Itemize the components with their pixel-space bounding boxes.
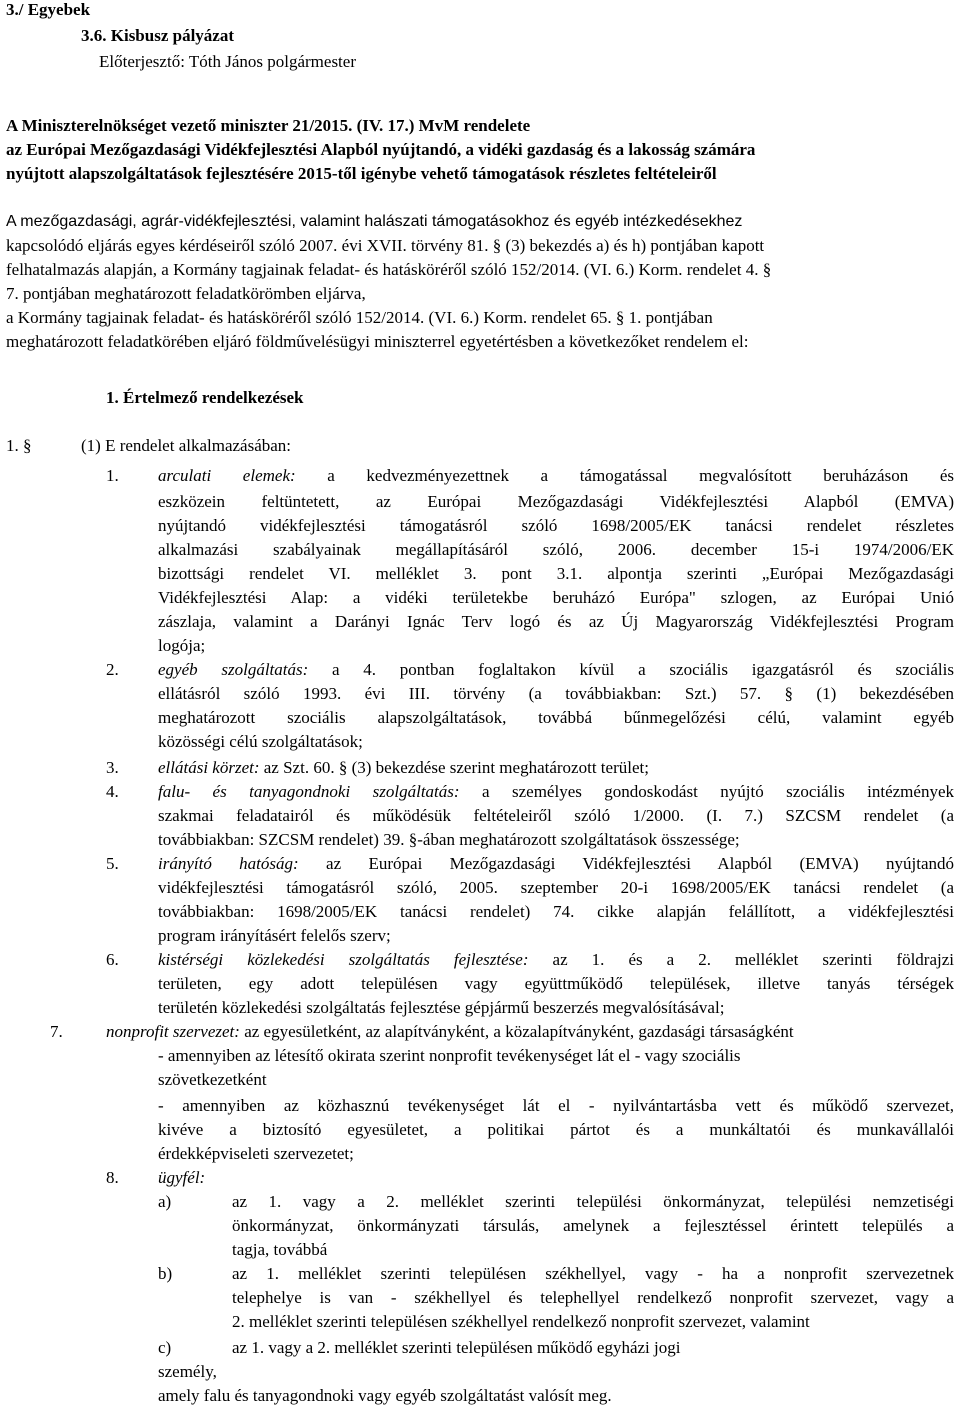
definition-line: nonprofit szervezet: az egyesületként, az alapítványként, a közalapítványként, gazdasági társaságként bbox=[106, 1022, 794, 1041]
preamble-line: 7. pontjában meghatározott feladatkörömben eljárva, bbox=[6, 284, 366, 303]
definition-tail-line: személy, bbox=[158, 1362, 217, 1381]
chapter-heading: 1. Értelmező rendelkezések bbox=[106, 388, 304, 407]
definition-bullet-line: kivéve a biztosító egyesületet, a politikai pártot és a munkáltatói és munkavállalói bbox=[158, 1120, 954, 1139]
section-number: 1. § bbox=[6, 436, 32, 455]
definition-line: logója; bbox=[158, 636, 206, 655]
item-label: a) bbox=[158, 1192, 172, 1211]
definition-term: arculati elemek: bbox=[158, 466, 296, 485]
definition-line: program irányításért felelős szerv; bbox=[158, 926, 391, 945]
definition-term: falu- és tanyagondnoki szolgáltatás: bbox=[158, 782, 460, 801]
preamble-line: A mezőgazdasági, agrár-vidékfejlesztési, valamint halászati támogatásokhoz és egyéb intézkedésekhez bbox=[6, 213, 743, 230]
definition-line: továbbiakban: 1698/2005/EK tanácsi rendelet) 74. cikke alapján felállított, a vidékfejlesztési bbox=[158, 902, 954, 921]
definition-bullet-line: érdekképviseleti szervezetet; bbox=[158, 1144, 354, 1163]
decree-title-line-2: az Európai Mezőgazdasági Vidékfejlesztési Alapból nyújtandó, a vidéki gazdaság és a lakosság számára bbox=[6, 140, 756, 159]
definition-number: 7. bbox=[50, 1022, 63, 1041]
definition-line: alkalmazási szabályainak megállapításáról szóló, 2006. december 15-i 1974/2006/EK bbox=[158, 540, 954, 559]
definition-number: 6. bbox=[106, 950, 119, 969]
preamble-line: felhatalmazás alapján, a Kormány tagjainak feladat- és hatásköréről szóló 152/2014. (VI. 6.) Korm. rendelet 4. § bbox=[6, 260, 772, 279]
definition-term: ügyfél: bbox=[158, 1168, 206, 1187]
definition-line: vidékfejlesztési támogatásról szóló, 2005. szeptember 20-i 1698/2005/EK tanácsi rendelet (a bbox=[158, 878, 954, 897]
item-line: 2. melléklet szerinti településen székhellyel rendelkező nonprofit szervezet, valamint bbox=[232, 1312, 810, 1331]
definition-line: arculati elemek: a kedvezményezettnek a támogatással megvalósított beruházáson és bbox=[158, 466, 954, 485]
definition-line: kistérségi közlekedési szolgáltatás fejlesztése: az 1. és a 2. melléklet szerinti földrajzi bbox=[158, 950, 954, 969]
decree-title-line-3: nyújtott alapszolgáltatások fejlesztésére 2015-től igénybe vehető támogatások részletes feltételeiről bbox=[6, 164, 717, 183]
item-line: tagja, továbbá bbox=[232, 1240, 328, 1259]
section-heading: 3./ Egyebek bbox=[6, 0, 91, 19]
definition-bullet-line: - amennyiben az létesítő okirata szerint nonprofit tevékenységet lát el - vagy szociális bbox=[158, 1046, 741, 1065]
definition-number: 2. bbox=[106, 660, 119, 679]
definition-term: kistérségi közlekedési szolgáltatás fejlesztése: bbox=[158, 950, 529, 969]
definition-term: nonprofit szervezet: bbox=[106, 1022, 240, 1041]
definition-line: falu- és tanyagondnoki szolgáltatás: a személyes gondoskodást nyújtó szociális intézmények bbox=[158, 782, 954, 801]
decree-title-line-1: A Miniszterelnökséget vezető miniszter 21/2015. (IV. 17.) MvM rendelete bbox=[6, 116, 531, 135]
definition-line: egyéb szolgáltatás: a 4. pontban foglaltakon kívül a szociális igazgatásról és szociális bbox=[158, 660, 954, 679]
item-label: c) bbox=[158, 1338, 172, 1357]
preamble-line: a Kormány tagjainak feladat- és hatásköréről szóló 152/2014. (VI. 6.) Korm. rendelet 65. § 1. pontjában bbox=[6, 308, 713, 327]
subsection-heading: 3.6. Kisbusz pályázat bbox=[81, 26, 235, 45]
definition-line: szakmai feladatairól és működésük feltételeiről szóló 1/2000. (I. 7.) SZCSM rendelet (a bbox=[158, 806, 954, 825]
item-label: b) bbox=[158, 1264, 173, 1283]
definition-number: 1. bbox=[106, 466, 119, 485]
item-line: telephelye is van - székhellyel és telephellyel rendelkező nonprofit szervezet, vagy a bbox=[232, 1288, 954, 1307]
definition-bullet-line: - amennyiben az közhasznú tevékenységet lát el - nyilvántartásba vett és működő szervezet, bbox=[158, 1096, 954, 1115]
definition-line: továbbiakban: SZCSM rendelet) 39. §-ában meghatározott szolgáltatások összessége; bbox=[158, 830, 740, 849]
definition-line: bizottsági rendelet VI. melléklet 3. pont 3.1. alpontja szerinti „Európai Mezőgazdasági bbox=[158, 564, 954, 583]
item-line: az 1. vagy a 2. melléklet szerinti településen működő egyházi jogi bbox=[232, 1338, 681, 1357]
definition-line: Vidékfejlesztési Alap: a vidéki területekbe beruházó Európa" szlogen, az Európai Unió bbox=[158, 588, 954, 607]
definition-line: irányító hatóság: az Európai Mezőgazdasági Vidékfejlesztési Alapból (EMVA) nyújtandó bbox=[158, 854, 954, 873]
definition-line: zászlaja, valamint a Darányi Ignác Terv logó és az Új Magyarország Vidékfejlesztési Program bbox=[158, 612, 954, 631]
definition-number: 5. bbox=[106, 854, 119, 873]
definition-line: ellátásról szóló 1993. évi III. törvény (a továbbiakban: Szt.) 57. § (1) bekezdésében bbox=[158, 684, 954, 703]
definition-line: meghatározott szociális alapszolgáltatások, továbbá bűnmegelőzési célú, valamint egyéb bbox=[158, 708, 954, 727]
item-line: az 1. melléklet szerinti településen székhellyel, vagy - ha a nonprofit szervezetnek bbox=[232, 1264, 954, 1283]
preamble-line: meghatározott feladatkörében eljáró földművelésügyi miniszterrel egyetértésben a következőket rendelem el: bbox=[6, 332, 749, 351]
definition-term: irányító hatóság: bbox=[158, 854, 299, 873]
definition-number: 3. bbox=[106, 758, 119, 777]
definition-line: közösségi célú szolgáltatások; bbox=[158, 732, 363, 751]
item-line: az 1. vagy a 2. melléklet szerinti települési önkormányzat, települési nemzetiségi bbox=[232, 1192, 954, 1211]
definition-tail-line: amely falu és tanyagondnoki vagy egyéb szolgáltatást valósít meg. bbox=[158, 1386, 612, 1405]
definition-number: 4. bbox=[106, 782, 119, 801]
item-line: önkormányzat, önkormányzati társulás, amelynek a fejlesztéssel érintett település a bbox=[232, 1216, 954, 1235]
presenter-line: Előterjesztő: Tóth János polgármester bbox=[99, 52, 356, 71]
preamble-line: kapcsolódó eljárás egyes kérdéseiről szóló 2007. évi XVII. törvény 81. § (3) bekezdés a) és h) pontjában kapott bbox=[6, 236, 765, 255]
definition-line: ellátási körzet: az Szt. 60. § (3) bekezdése szerint meghatározott terület; bbox=[158, 758, 649, 777]
definition-term: egyéb szolgáltatás: bbox=[158, 660, 309, 679]
definition-line: területen, egy adott településen vagy együttműködő települések, illetve tanyás térségek bbox=[158, 974, 954, 993]
definition-number: 8. bbox=[106, 1168, 119, 1187]
definition-bullet-line: szövetkezetként bbox=[158, 1070, 267, 1089]
definition-line: területén közlekedési szolgáltatás fejlesztése gépjármű beszerzés megvalósításával; bbox=[158, 998, 725, 1017]
definition-line: nyújtandó vidékfejlesztési támogatásról szóló 1698/2005/EK tanácsi rendelet részletes bbox=[158, 516, 954, 535]
definition-line: eszközein feltüntetett, az Európai Mezőgazdasági Vidékfejlesztési Alapból (EMVA) bbox=[158, 492, 954, 511]
definition-term: ellátási körzet: bbox=[158, 758, 260, 777]
section-intro: (1) E rendelet alkalmazásában: bbox=[81, 436, 292, 455]
